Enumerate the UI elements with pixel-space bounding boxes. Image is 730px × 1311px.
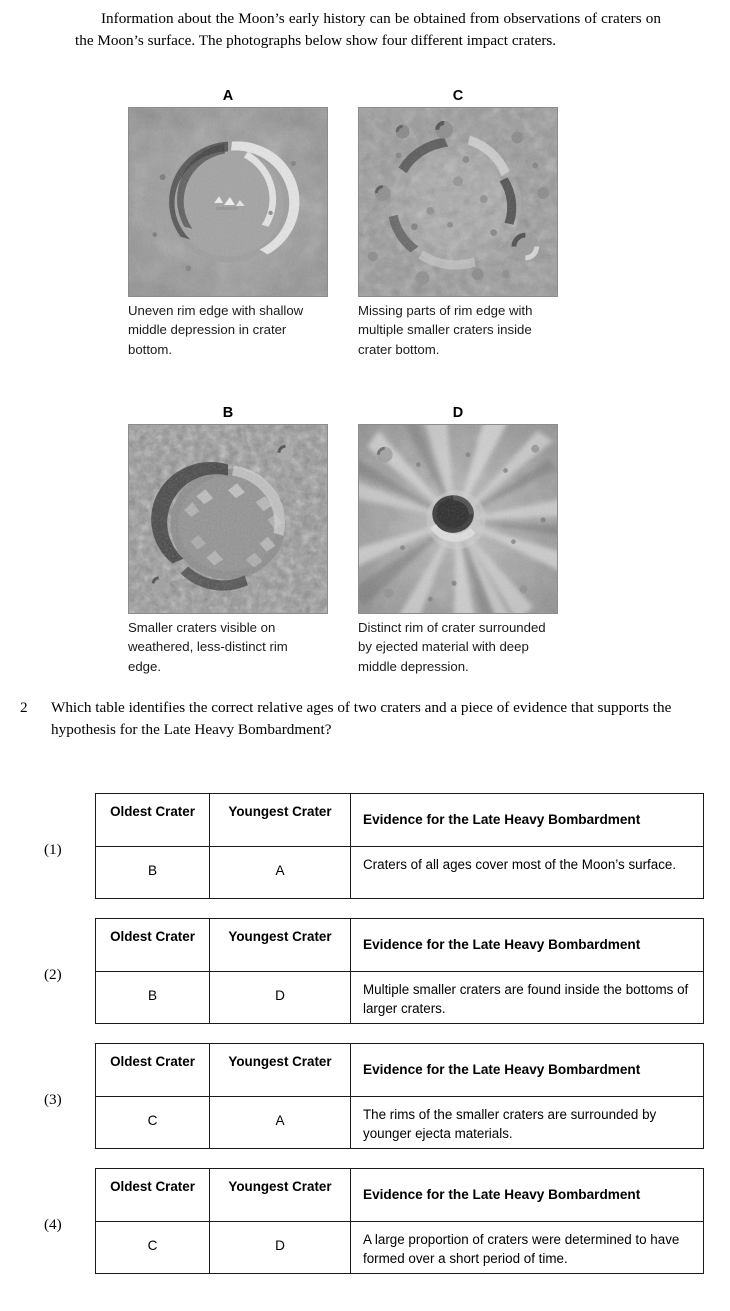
answer-option-3[interactable] <box>0 1043 730 1168</box>
cell-youngest-crater: A <box>210 1097 351 1149</box>
header-youngest-crater: Youngest Crater <box>210 1044 351 1097</box>
crater-photo-c <box>358 107 558 297</box>
crater-figure-a <box>128 88 328 359</box>
cell-oldest-crater: B <box>96 972 210 1024</box>
cell-oldest-crater: C <box>96 1222 210 1274</box>
cell-youngest-crater: D <box>210 1222 351 1274</box>
option-table-3 <box>95 1043 704 1149</box>
header-youngest-crater: Youngest Crater <box>210 794 351 847</box>
crater-caption-d: Distinct rim of crater surrounded by ejected material with deep middle depression. <box>358 620 546 674</box>
question-number: 2 <box>20 699 28 716</box>
option-table-2 <box>95 918 704 1024</box>
cell-oldest-crater: C <box>96 1097 210 1149</box>
table-row <box>96 972 704 1024</box>
table-row <box>96 1097 704 1149</box>
option-marker-2: (2) <box>44 966 62 983</box>
intro-block <box>75 8 661 51</box>
cell-youngest-crater: A <box>210 847 351 899</box>
header-evidence: Evidence for the Late Heavy Bombardment <box>351 1044 704 1097</box>
table-row <box>96 847 704 899</box>
cell-evidence: Multiple smaller craters are found inside the bottoms of larger craters. <box>351 972 704 1024</box>
option-table-4 <box>95 1168 704 1274</box>
crater-photo-a <box>128 107 328 297</box>
option-marker-1: (1) <box>44 841 62 858</box>
header-oldest-crater: Oldest Crater <box>96 919 210 972</box>
answer-option-4[interactable] <box>0 1168 730 1293</box>
crater-photo-d <box>358 424 558 614</box>
option-marker-3: (3) <box>44 1091 62 1108</box>
crater-caption-b: Smaller craters visible on weathered, less-distinct rim edge. <box>128 620 288 674</box>
crater-caption-a: Uneven rim edge with shallow middle depression in crater bottom. <box>128 303 304 357</box>
crater-figure-c <box>358 88 558 359</box>
cell-oldest-crater: B <box>96 847 210 899</box>
crater-label-a: A <box>222 88 234 104</box>
answer-option-1[interactable] <box>0 793 730 918</box>
option-marker-4: (4) <box>44 1216 62 1233</box>
cell-evidence: Craters of all ages cover most of the Moon’s surface. <box>351 847 704 899</box>
header-youngest-crater: Youngest Crater <box>210 1169 351 1222</box>
table-header-row <box>96 794 704 847</box>
crater-photo-grid <box>0 88 730 693</box>
table-header-row <box>96 919 704 972</box>
crater-label-d: D <box>452 405 464 421</box>
header-evidence: Evidence for the Late Heavy Bombardment <box>351 794 704 847</box>
crater-figure-b <box>128 405 328 676</box>
cell-evidence: A large proportion of craters were determined to have formed over a short period of time. <box>351 1222 704 1274</box>
crater-photo-b <box>128 424 328 614</box>
table-row <box>96 1222 704 1274</box>
answer-options <box>0 793 730 1293</box>
header-oldest-crater: Oldest Crater <box>96 794 210 847</box>
crater-photo-row-2 <box>0 393 730 693</box>
question-text: Which table identifies the correct relative ages of two craters and a piece of evidence that supports the hypothesis for the Late Heavy Bombardment? <box>51 699 672 738</box>
intro-paragraph: Information about the Moon’s early history can be obtained from observations of craters on the Moon’s surface. The photographs below show four different impact craters. <box>75 10 661 49</box>
crater-figure-d <box>358 405 558 676</box>
table-header-row <box>96 1169 704 1222</box>
cell-youngest-crater: D <box>210 972 351 1024</box>
header-evidence: Evidence for the Late Heavy Bombardment <box>351 1169 704 1222</box>
option-table-1 <box>95 793 704 899</box>
header-oldest-crater: Oldest Crater <box>96 1044 210 1097</box>
header-youngest-crater: Youngest Crater <box>210 919 351 972</box>
header-oldest-crater: Oldest Crater <box>96 1169 210 1222</box>
crater-caption-c: Missing parts of rim edge with multiple smaller craters inside crater bottom. <box>358 303 533 357</box>
answer-option-2[interactable] <box>0 918 730 1043</box>
table-header-row <box>96 1044 704 1097</box>
crater-photo-row-1 <box>0 88 730 393</box>
crater-label-c: C <box>452 88 464 104</box>
cell-evidence: The rims of the smaller craters are surrounded by younger ejecta materials. <box>351 1097 704 1149</box>
crater-label-b: B <box>222 405 234 421</box>
header-evidence: Evidence for the Late Heavy Bombardment <box>351 919 704 972</box>
